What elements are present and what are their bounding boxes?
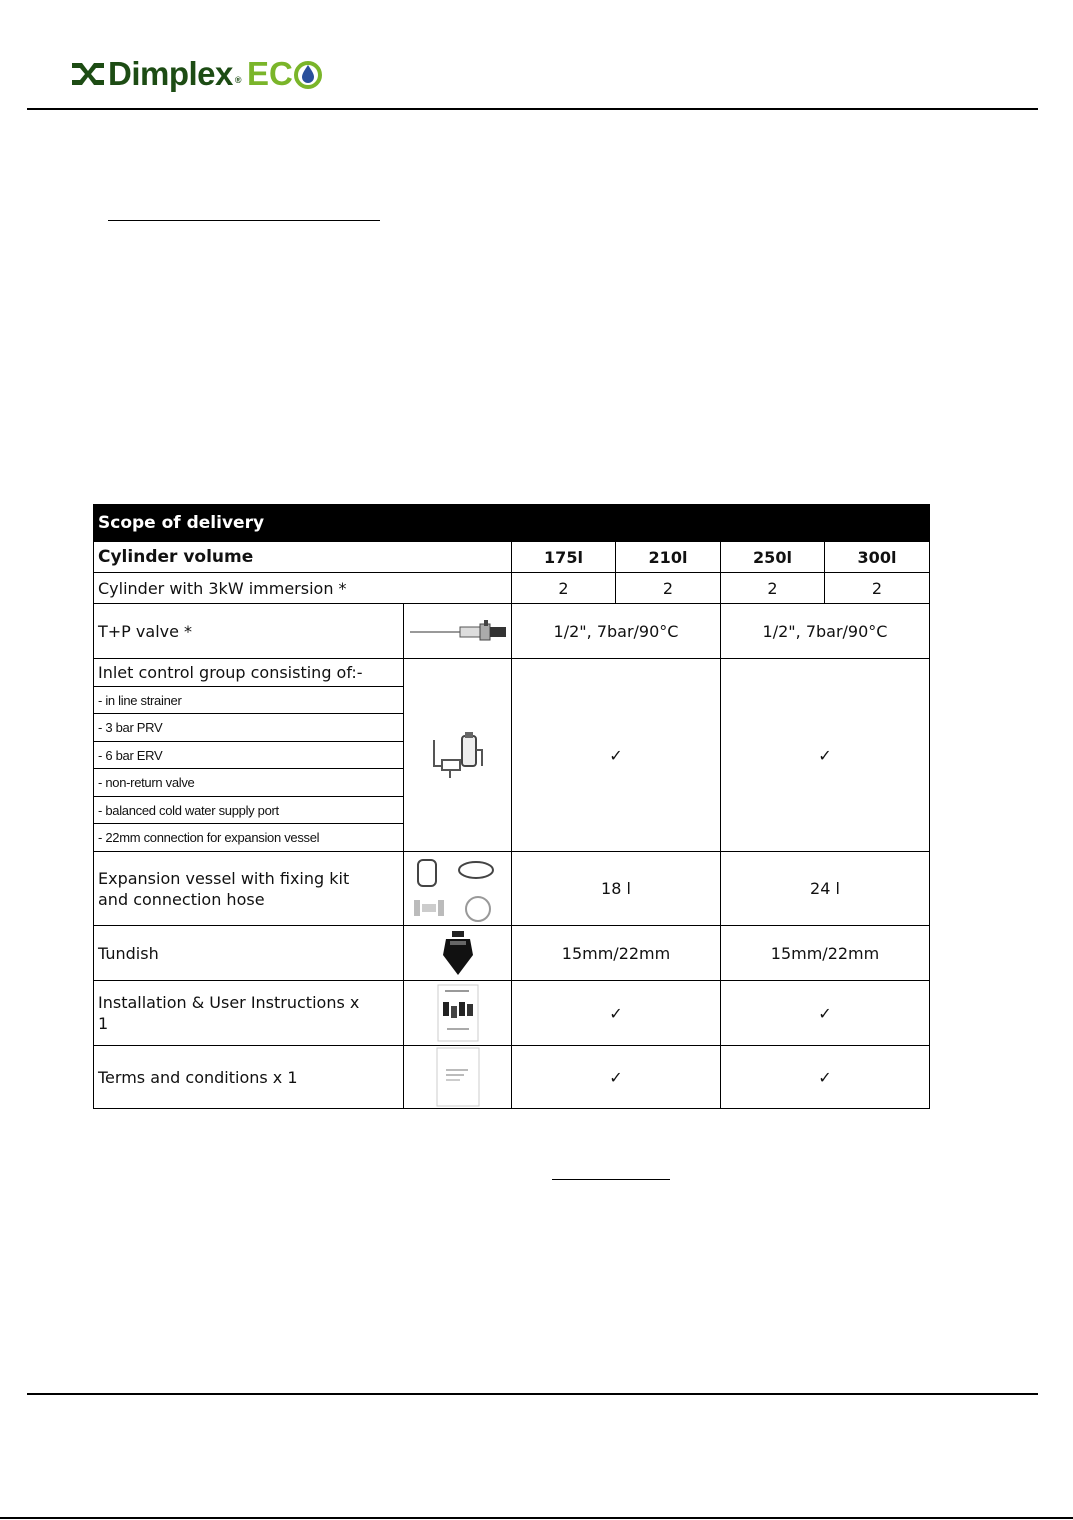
expansion-vessel-label: [93, 852, 404, 926]
heading-underline: [108, 220, 380, 221]
inlet-check-right: ✓: [721, 659, 930, 852]
page-bottom-edge: [0, 1517, 1073, 1519]
volume-label: Cylinder volume: [93, 542, 512, 573]
volume-250: 250l: [721, 542, 825, 573]
logo-dimplex-text: Dimplex ®: [108, 55, 242, 92]
terms-label: Terms and conditions x 1: [93, 1046, 404, 1109]
inlet-control-group-icon: [430, 730, 486, 780]
instructions-check-right: ✓: [721, 981, 930, 1046]
tundish-image: [404, 926, 512, 981]
inlet-group-image: [404, 659, 512, 852]
header-rule: [27, 108, 1038, 110]
tp-valve-icon: [408, 618, 508, 644]
cylinder-count-300: 2: [825, 573, 930, 604]
tp-valve-label: T+P valve *: [93, 604, 404, 659]
terms-check-left: ✓: [512, 1046, 721, 1109]
expansion-vessel-image: [404, 852, 512, 926]
volume-300: 300l: [825, 542, 930, 573]
table-title: Scope of delivery: [93, 504, 930, 542]
footnote-underline: [552, 1179, 670, 1180]
cylinder-count-175: 2: [512, 573, 616, 604]
instructions-label-line-2: 1: [98, 1014, 109, 1033]
tundish-icon: [440, 929, 476, 977]
water-drop-icon: [294, 59, 322, 89]
instructions-label-line-1: Installation & User Instructions x: [98, 993, 360, 1012]
instructions-label: [93, 981, 404, 1046]
inlet-item: - balanced cold water supply port: [93, 797, 404, 824]
footer-rule: [27, 1393, 1038, 1395]
inlet-item: - 22mm connection for expansion vessel: [93, 824, 404, 852]
scope-of-delivery-table: [93, 504, 930, 1109]
tundish-label: Tundish: [93, 926, 404, 981]
inlet-check-left: ✓: [512, 659, 721, 852]
expansion-vessel-value-left: 18 l: [512, 852, 721, 926]
cylinder-label: Cylinder with 3kW immersion *: [93, 573, 512, 604]
cylinder-count-250: 2: [721, 573, 825, 604]
expansion-vessel-label-line-2: and connection hose: [98, 889, 265, 909]
inlet-item: - 3 bar PRV: [93, 714, 404, 742]
volume-175: 175l: [512, 542, 616, 573]
dimplex-mark-icon: [70, 59, 106, 89]
inlet-item: - 6 bar ERV: [93, 742, 404, 769]
inlet-item: - non-return valve: [93, 769, 404, 797]
tundish-value-left: 15mm/22mm: [512, 926, 721, 981]
tp-valve-value-left: 1/2", 7bar/90°C: [512, 604, 721, 659]
tp-valve-value-right: 1/2", 7bar/90°C: [721, 604, 930, 659]
volume-210: 210l: [616, 542, 721, 573]
logo-eco-text: EC: [247, 55, 293, 92]
tp-valve-image: [404, 604, 512, 659]
cylinder-count-210: 2: [616, 573, 721, 604]
instructions-image: [404, 981, 512, 1046]
terms-check-right: ✓: [721, 1046, 930, 1109]
inlet-item: - in line strainer: [93, 687, 404, 714]
expansion-vessel-value-right: 24 l: [721, 852, 930, 926]
terms-document-icon: [436, 1047, 480, 1107]
expansion-vessel-label-line-1: Expansion vessel with fixing kit: [98, 868, 350, 888]
instructions-check-left: ✓: [512, 981, 721, 1046]
inlet-group-label: Inlet control group consisting of:-: [93, 659, 404, 687]
instructions-booklet-icon: [437, 984, 479, 1042]
terms-image: [404, 1046, 512, 1109]
tundish-value-right: 15mm/22mm: [721, 926, 930, 981]
dimplex-eco-logo: [70, 54, 322, 94]
expansion-vessel-kit-icon: [410, 856, 506, 922]
